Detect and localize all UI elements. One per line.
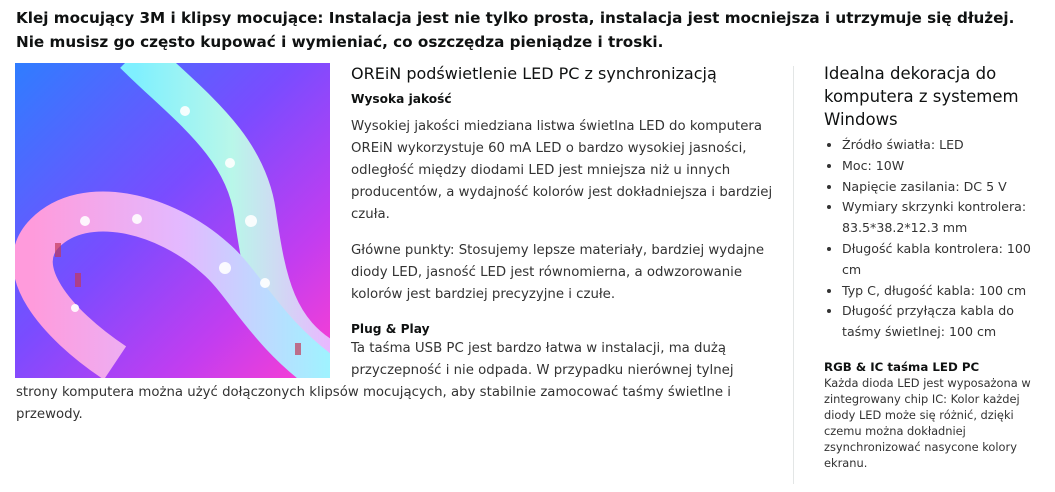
spec-item: • Długość przyłącza kabla do taśmy świetlnej: 100 cm <box>842 301 1042 343</box>
decoration-title: Idealna dekoracja do komputera z systemem Windows <box>824 64 1019 129</box>
plug-heading: Plug & Play <box>351 322 430 336</box>
headline: Klej mocujący 3M i klipsy mocujące: Instalacja jest nie tylko prosta, instalacja jest mocniejsza i utrzymuje się dłużej. Nie musisz go często kupować i wymieniać, co oszczędza pieniądze i troski. <box>16 9 1015 51</box>
product-title: OREiN podświetlenie LED PC z synchronizacją <box>351 64 717 83</box>
quality-text: Wysokiej jakości miedziana listwa świetlna LED do komputera OREiN wykorzystuje 60 mA LED o bardzo wysokiej jasności, odległość między diodami LED jest mniejsza niż u innych producentów, a wydajność kolorów jest dokładniejsza i bardziej czuła. <box>351 119 773 222</box>
points-text: Główne punkty: Stosujemy lepsze materiały, bardziej wydajne diody LED, jasność LED jest równomierna, a odwzorowanie kolorów jest bardziej precyzyjne i czułe. <box>351 243 765 302</box>
spec-item: • Moc: 10W <box>842 156 1042 177</box>
column-divider <box>793 66 794 484</box>
right-column <box>824 62 1042 471</box>
plug-text: Ta taśma USB PC jest bardzo łatwa w instalacji, ma dużą przyczepność i nie odpada. W przypadku nierównej tylnej strony komputera można użyć dołączonych klipsów mocujących, aby stabilnie zamocować taśmy świetlne i przewody. <box>16 341 734 422</box>
spec-item: • Długość kabla kontrolera: 100 cm <box>842 239 1042 281</box>
spec-item: • Źródło światła: LED <box>842 135 1042 156</box>
spec-item: • Napięcie zasilania: DC 5 V <box>842 177 1042 198</box>
rgb-heading: RGB & IC taśma LED PC <box>824 359 980 374</box>
left-column <box>16 60 776 426</box>
quality-heading: Wysoka jakość <box>351 92 452 106</box>
spec-item: • Typ C, długość kabla: 100 cm <box>842 281 1042 302</box>
spec-list <box>824 135 1042 343</box>
spec-item: • Wymiary skrzynki kontrolera: 83.5*38.2*12.3 mm <box>842 197 1042 239</box>
rgb-text: Każda dioda LED jest wyposażona w zintegrowany chip IC: Kolor każdej diody LED może się różnić, dzięki czemu można dokładniej zsynchronizować nasycone kolory ekranu. <box>824 375 1031 470</box>
